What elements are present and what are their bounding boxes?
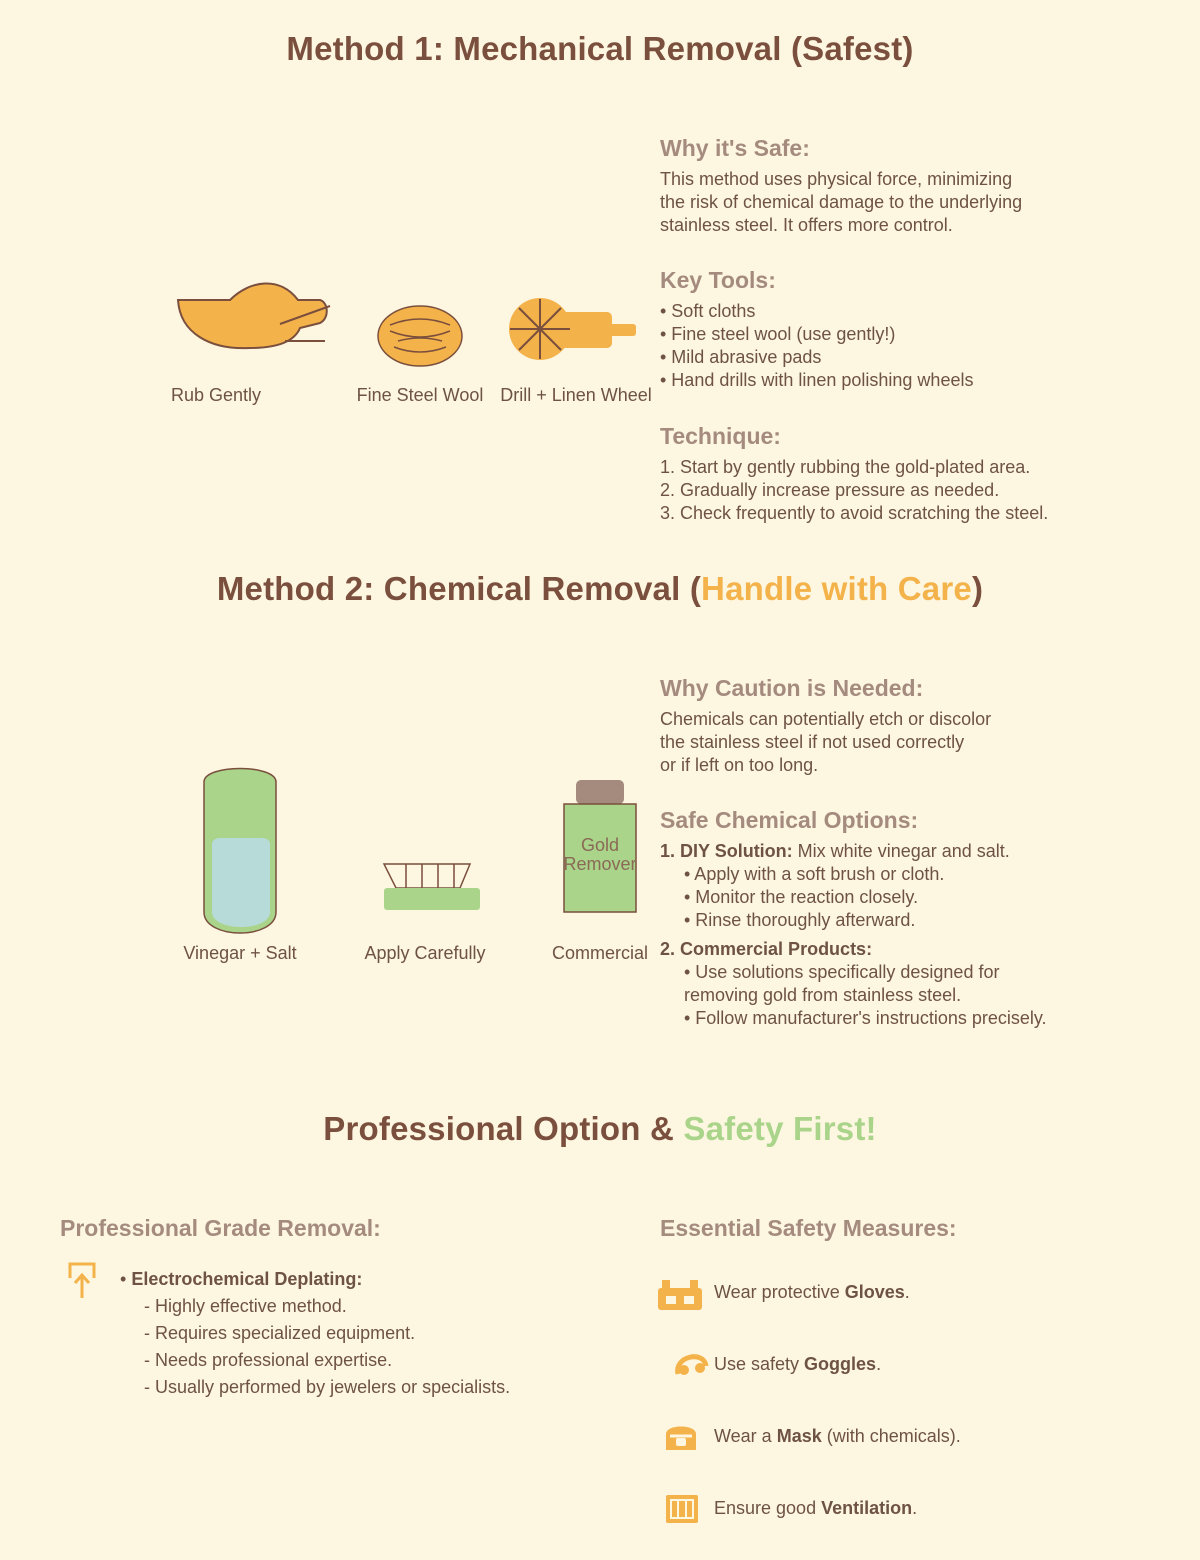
list-item: - Needs professional expertise. (144, 1350, 393, 1370)
list-item: - Usually performed by jewelers or specialists. (144, 1377, 511, 1397)
list-item: 2. Gradually increase pressure as needed. (660, 480, 1000, 500)
key-tools-heading: Key Tools: (660, 267, 776, 293)
caption-apply-carefully: Apply Carefully (364, 943, 486, 963)
list-item: • Hand drills with linen polishing wheels (660, 370, 974, 390)
pro-grade-heading: Professional Grade Removal: (60, 1215, 381, 1241)
option-commercial: 2. Commercial Products: • Use solutions specifically designed for removing gold from stainless steel. • Follow manufacturer's instructions precisely. (660, 939, 1047, 1028)
gloves-icon (658, 1280, 702, 1310)
goggles-icon (674, 1352, 708, 1376)
safe-options-heading: Safe Chemical Options: (660, 807, 919, 833)
why-safe-heading: Why it's Safe: (660, 135, 810, 161)
list-item: 3. Check frequently to avoid scratching the steel. (660, 503, 1049, 523)
why-caution-text: Chemicals can potentially etch or discolor the stainless steel if not used correctly or if left on too long. (660, 709, 992, 775)
technique-heading: Technique: (660, 423, 781, 449)
safety-item-ventilation: Ensure good Ventilation. (714, 1498, 918, 1518)
pro-safety-title: Professional Option & Safety First! (323, 1110, 877, 1147)
key-tools-list (660, 300, 973, 392)
brush-icon (382, 862, 482, 912)
list-item: • Soft cloths (660, 301, 756, 321)
list-item: • Mild abrasive pads (660, 347, 822, 367)
ventilation-icon (666, 1495, 698, 1523)
safety-item-goggles: Use safety Goggles. (714, 1354, 882, 1374)
caption-commercial: Commercial (551, 943, 648, 963)
technique-list (660, 456, 1048, 525)
caption-vinegar-salt: Vinegar + Salt (183, 943, 297, 963)
caption-drill-wheel: Drill + Linen Wheel (500, 385, 652, 405)
vinegar-jar-icon (202, 762, 278, 938)
bottle-label: Gold Remover (563, 835, 637, 874)
steel-wool-icon (376, 305, 464, 367)
caption-steel-wool: Fine Steel Wool (356, 385, 484, 405)
list-item: • Monitor the reaction closely. (684, 887, 919, 907)
why-caution-heading: Why Caution is Needed: (660, 675, 924, 701)
list-item: 1. Start by gently rubbing the gold-plated area. (660, 457, 1031, 477)
list-item: • Apply with a soft brush or cloth. (684, 864, 945, 884)
safety-item-mask: Wear a Mask (with chemicals). (714, 1426, 961, 1446)
list-item: • Use solutions specifically designed for (684, 962, 1000, 982)
deplating-icon (68, 1262, 96, 1300)
mask-icon (664, 1420, 698, 1452)
hand-rub-icon (170, 278, 340, 353)
list-item: • Fine steel wool (use gently!) (660, 324, 896, 344)
caption-rub-gently: Rub Gently (170, 385, 262, 405)
list-item: removing gold from stainless steel. (684, 985, 962, 1005)
list-item: - Highly effective method. (144, 1296, 347, 1316)
method2-title: Method 2: Chemical Removal (Handle with Care) (216, 570, 984, 607)
list-item: • Rinse thoroughly afterward. (684, 910, 916, 930)
why-safe-text: This method uses physical force, minimizing the risk of chemical damage to the underlying stainless steel. It offers more control. (660, 169, 1023, 235)
safety-item-gloves: Wear protective Gloves. (714, 1282, 910, 1302)
list-item: • Follow manufacturer's instructions precisely. (684, 1008, 1047, 1028)
list-item: - Requires specialized equipment. (144, 1323, 416, 1343)
drill-wheel-icon (508, 297, 638, 361)
safety-heading: Essential Safety Measures: (660, 1215, 957, 1241)
deplating-block: • Electrochemical Deplating: - Highly effective method. - Requires specialized equipment. - Needs professional expertise. - Usually performed by jewelers or specialists. (120, 1266, 510, 1401)
option-diy: 1. DIY Solution: Mix white vinegar and salt. • Apply with a soft brush or cloth. • Monitor the reaction closely. • Rinse thoroughly afterward. (660, 841, 1010, 930)
method1-title: Method 1: Mechanical Removal (Safest) (286, 30, 914, 67)
